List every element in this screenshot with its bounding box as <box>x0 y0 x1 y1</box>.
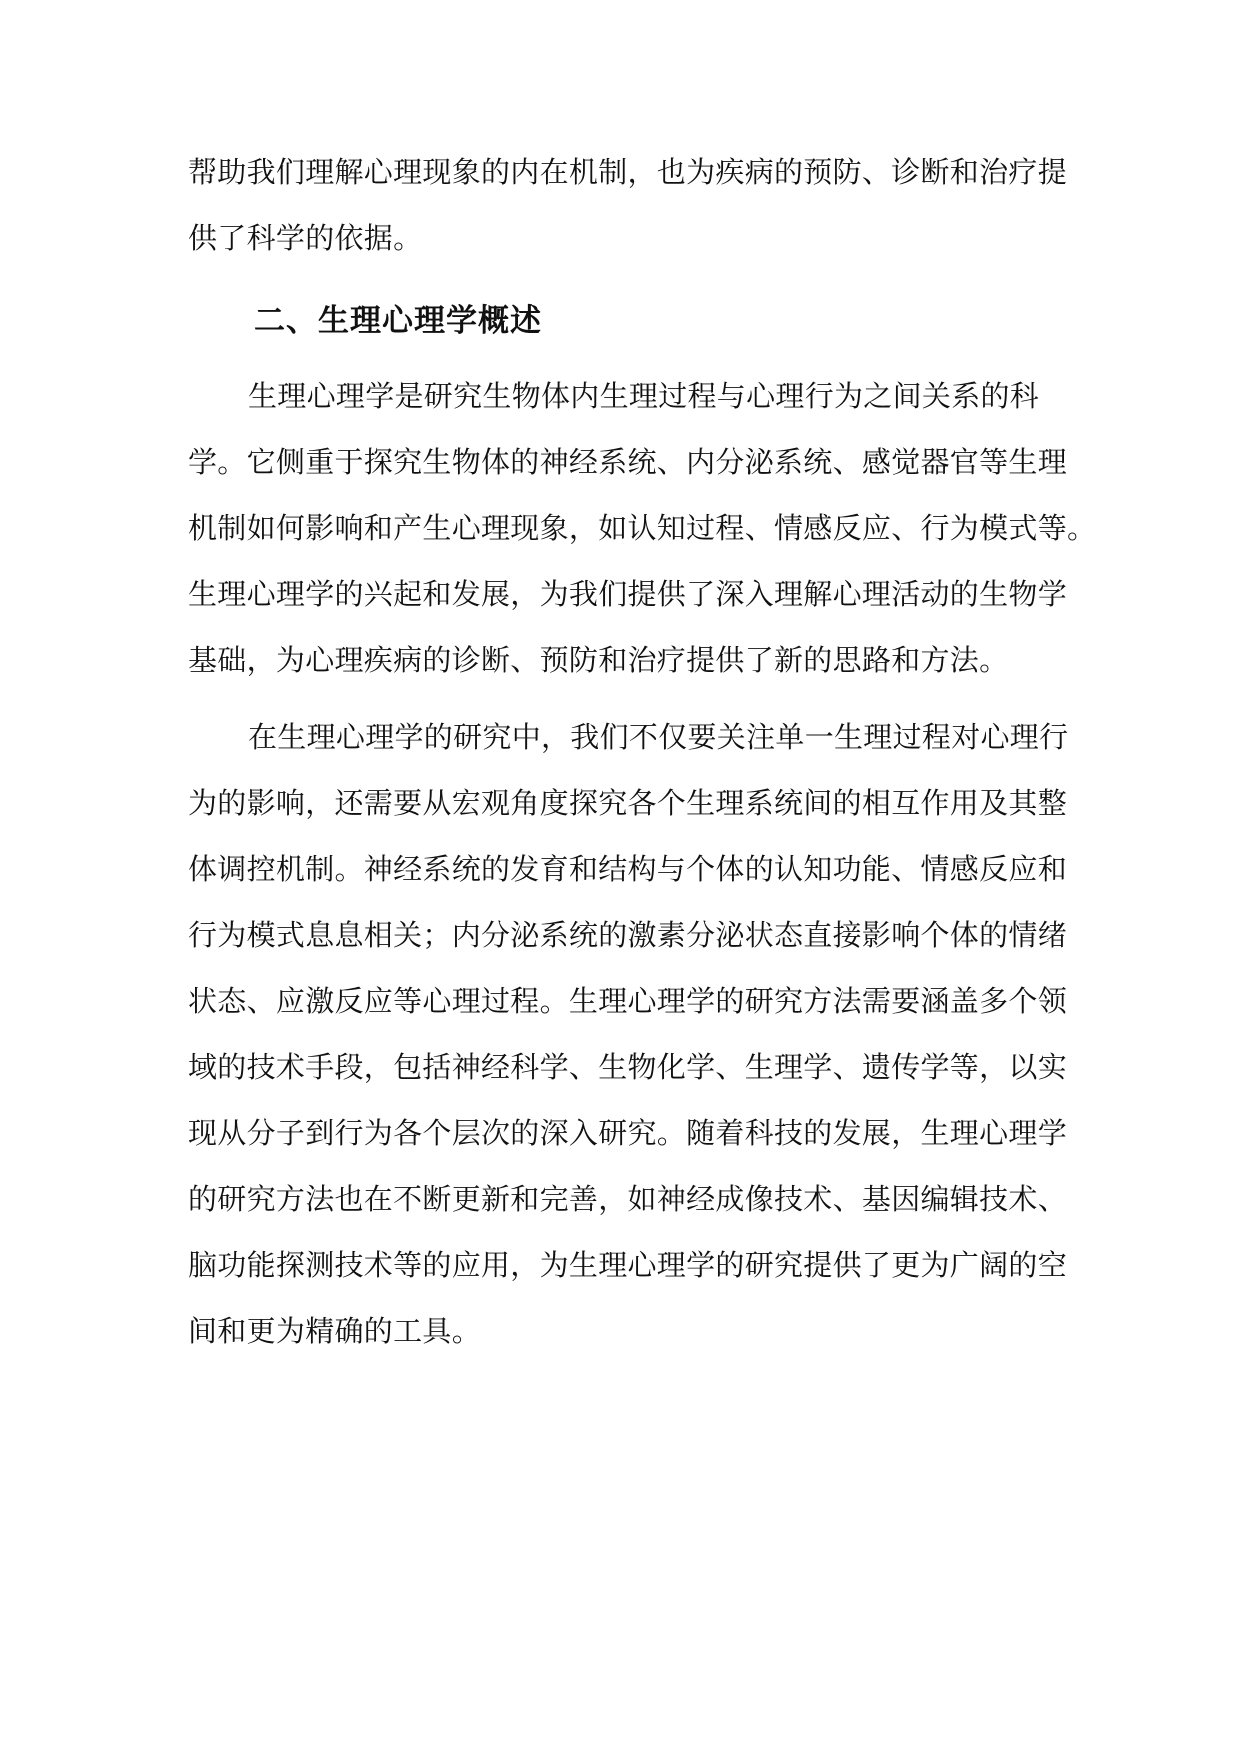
paragraph-line: 生理心理学是研究生物体内生理过程与心理行为之间关系的科 <box>248 379 1040 413</box>
paragraph-line: 现从分子到行为各个层次的深入研究。随着科技的发展，生理心理学 <box>188 1116 1068 1150</box>
paragraph-line: 生理心理学的兴起和发展，为我们提供了深入理解心理活动的生物学 <box>188 577 1068 611</box>
paragraph-line: 域的技术手段，包括神经科学、生物化学、生理学、遗传学等，以实 <box>188 1050 1068 1084</box>
paragraph-line: 体调控机制。神经系统的发育和结构与个体的认知功能、情感反应和 <box>188 852 1068 886</box>
paragraph-line: 状态、应激反应等心理过程。生理心理学的研究方法需要涵盖多个领 <box>188 984 1068 1018</box>
paragraph-line: 学。它侧重于探究生物体的神经系统、内分泌系统、感觉器官等生理 <box>188 445 1068 479</box>
paragraph-line: 为的影响，还需要从宏观角度探究各个生理系统间的相互作用及其整 <box>188 786 1068 820</box>
paragraph-line: 在生理心理学的研究中，我们不仅要关注单一生理过程对心理行 <box>248 720 1069 754</box>
paragraph-line: 基础，为心理疾病的诊断、预防和治疗提供了新的思路和方法。 <box>188 643 1009 677</box>
paragraph-line: 间和更为精确的工具。 <box>188 1314 482 1348</box>
paragraph-line: 脑功能探测技术等的应用，为生理心理学的研究提供了更为广阔的空 <box>188 1248 1068 1282</box>
intro-line: 供了科学的依据。 <box>188 221 423 255</box>
paragraph-line: 机制如何影响和产生心理现象，如认知过程、情感反应、行为模式等。 <box>188 511 1097 545</box>
paragraph-line: 的研究方法也在不断更新和完善，如神经成像技术、基因编辑技术、 <box>188 1182 1068 1216</box>
section-heading: 二、生理心理学概述 <box>254 303 542 339</box>
intro-line: 帮助我们理解心理现象的内在机制，也为疾病的预防、诊断和治疗提 <box>188 155 1068 189</box>
paragraph-line: 行为模式息息相关；内分泌系统的激素分泌状态直接影响个体的情绪 <box>188 918 1068 952</box>
